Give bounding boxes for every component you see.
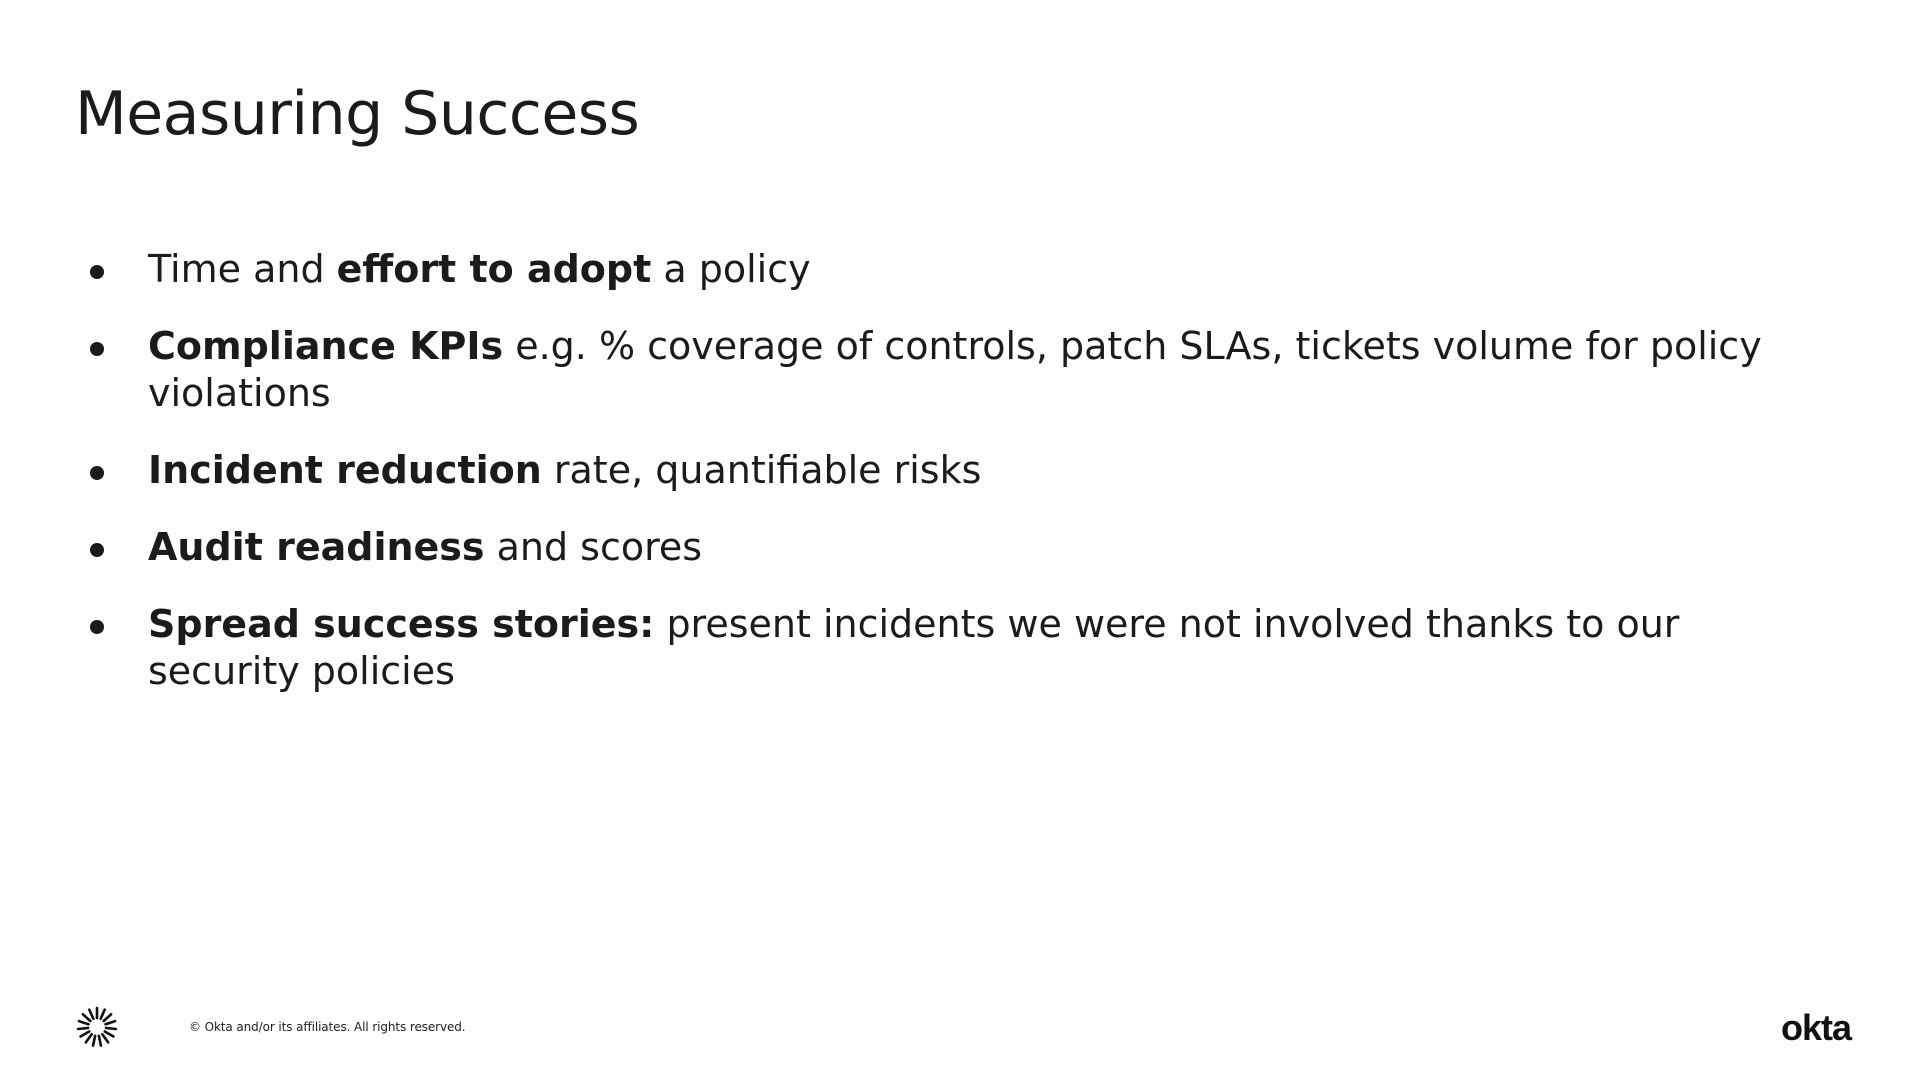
bullet-bold-text: Spread success stories: bbox=[148, 602, 655, 646]
okta-sunburst-icon bbox=[76, 1006, 118, 1048]
bullet-dot-icon bbox=[90, 543, 104, 557]
bullet-text: a policy bbox=[651, 247, 811, 291]
bullet-item bbox=[88, 601, 1808, 695]
bullet-bold-text: Incident reduction bbox=[148, 448, 542, 492]
slide-title: Measuring Success bbox=[75, 79, 640, 149]
bullet-dot-icon bbox=[90, 265, 104, 279]
bullet-item bbox=[88, 524, 1808, 571]
bullet-text: present incidents we were not involved thanks to our security policies bbox=[148, 602, 1680, 693]
bullet-text: Time and bbox=[148, 247, 337, 291]
bullet-list bbox=[88, 246, 1808, 725]
bullet-bold-text: effort to adopt bbox=[336, 247, 652, 291]
bullet-item bbox=[88, 447, 1808, 494]
bullet-dot-icon bbox=[90, 466, 104, 480]
bullet-item bbox=[88, 323, 1808, 417]
bullet-text: rate, quantifiable risks bbox=[541, 448, 982, 492]
bullet-bold-text: Audit readiness bbox=[148, 525, 485, 569]
bullet-item bbox=[88, 246, 1808, 293]
bullet-text: and scores bbox=[484, 525, 703, 569]
bullet-dot-icon bbox=[90, 620, 104, 634]
copyright-text: © Okta and/or its affiliates. All rights reserved. bbox=[189, 1020, 466, 1034]
bullet-text: e.g. % coverage of controls, patch SLAs, tickets volume for policy violations bbox=[148, 324, 1762, 415]
bullet-dot-icon bbox=[90, 342, 104, 356]
bullet-bold-text: Compliance KPIs bbox=[148, 324, 504, 368]
okta-logo: okta bbox=[1780, 1007, 1851, 1048]
